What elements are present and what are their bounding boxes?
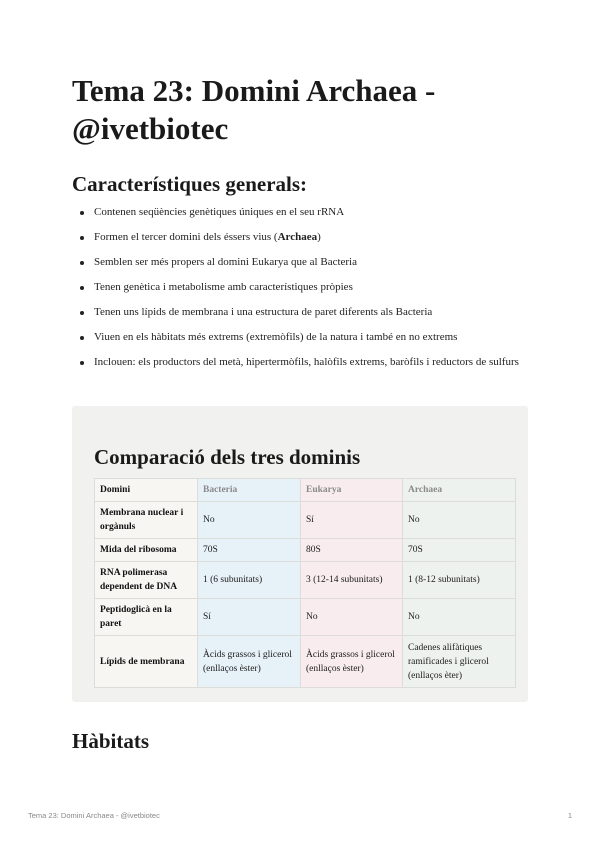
page-title: Tema 23: Domini Archaea - @ivetbiotec <box>72 73 436 146</box>
characteristics-list <box>72 204 532 379</box>
list-item: Contenen seqüències genètiques úniques en el seu rRNA <box>72 204 532 221</box>
list-item: Semblen ser més propers al domini Eukarya que al Bacteria <box>72 254 532 271</box>
list-item: Viuen en els hàbitats més extrems (extremòfils) de la natura i també en no extrems <box>72 329 532 346</box>
list-item: Tenen genètica i metabolisme amb característiques pròpies <box>72 279 532 296</box>
comparison-table <box>94 478 516 688</box>
header-bacteria: Bacteria <box>198 479 301 502</box>
row-label: RNA polimerasa dependent de DNA <box>95 562 198 599</box>
row-label: Peptidoglicà en la paret <box>95 599 198 636</box>
comparison-panel <box>72 406 528 702</box>
page-number: 1 <box>567 811 572 820</box>
cell-eukarya: No <box>301 599 403 636</box>
cell-archaea: No <box>403 502 516 539</box>
archaea-bold: Archaea <box>277 231 318 243</box>
general-heading: Característiques generals: <box>72 172 308 196</box>
cell-eukarya: Sí <box>301 502 403 539</box>
cell-bacteria: 1 (6 subunitats) <box>198 562 301 599</box>
header-archaea: Archaea <box>403 479 516 502</box>
footer-title: Tema 23: Domini Archaea - @ivetbiotec <box>28 811 160 820</box>
header-eukarya: Eukarya <box>301 479 403 502</box>
row-label: Lípids de membrana <box>95 636 198 688</box>
cell-bacteria: Sí <box>198 599 301 636</box>
row-label: Membrana nuclear i orgànuls <box>95 502 198 539</box>
cell-bacteria: 70S <box>198 539 301 562</box>
cell-bacteria: Àcids grassos i glicerol (enllaços èster) <box>198 636 301 688</box>
habitats-heading: Hàbitats <box>72 729 150 753</box>
cell-archaea: Cadenes alifàtiques ramificades i glicerol (enllaços èter) <box>403 636 516 688</box>
table-row <box>95 539 516 562</box>
header-domini: Domini <box>95 479 198 502</box>
list-item: Inclouen: els productors del metà, hipertermòfils, halòfils extrems, baròfils i reductors de sulfurs <box>72 354 532 371</box>
cell-eukarya: 3 (12-14 subunitats) <box>301 562 403 599</box>
table-row <box>95 636 516 688</box>
list-item: Tenen uns lípids de membrana i una estructura de paret diferents als Bacteria <box>72 304 532 321</box>
cell-archaea: 1 (8-12 subunitats) <box>403 562 516 599</box>
comparison-title: Comparació dels tres dominis <box>94 445 361 469</box>
table-row <box>95 599 516 636</box>
row-label: Mida del ribosoma <box>95 539 198 562</box>
table-row <box>95 502 516 539</box>
cell-eukarya: Àcids grassos i glicerol (enllaços èster) <box>301 636 403 688</box>
cell-eukarya: 80S <box>301 539 403 562</box>
list-item: Formen el tercer domini dels éssers vius (Archaea) <box>72 229 532 246</box>
cell-bacteria: No <box>198 502 301 539</box>
table-row <box>95 562 516 599</box>
table-header-row <box>95 479 516 502</box>
cell-archaea: 70S <box>403 539 516 562</box>
cell-archaea: No <box>403 599 516 636</box>
